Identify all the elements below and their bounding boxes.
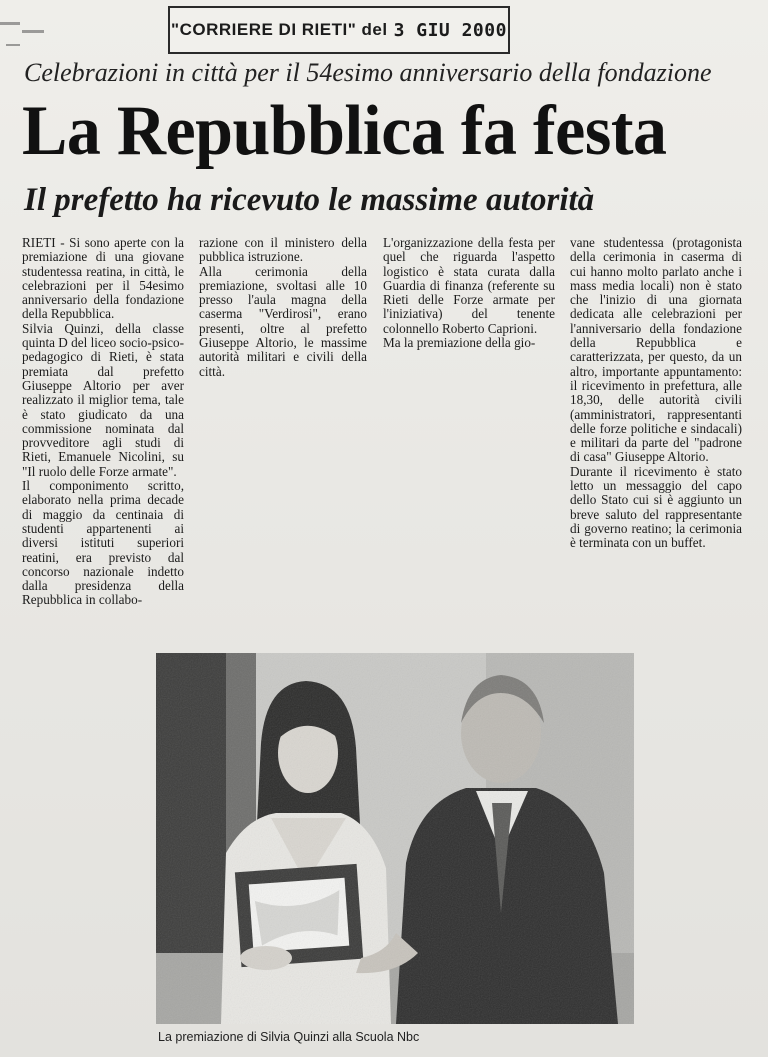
article-kicker: Celebrazioni in città per il 54esimo anniversario della fondazione [24,58,712,87]
paragraph: vane studentessa (protagonista della cerimonia in caserma di cui hanno molto parlato anche i mass media locali) non è stato che l'inizio di una giornata dedicata alle celebrazioni per l'anniversario della fondazione della Repubblica e caratterizzata, per questo, da un altro, importante appuntamento: il ricevimento in prefettura, alle 18,30, delle autorità civili (amministratori, rappresentanti delle forze politiche e sindacali) e militari da parte del "padrone di casa" Giuseppe Altorio. [570,235,742,465]
scan-smudge [0,22,20,25]
paragraph: Alla cerimonia della premiazione, svoltasi alle 10 presso l'aula magna della caserma "Verdirosi", erano presenti, oltre al prefetto Giuseppe Altorio, le massime autorità militari e civili della città. [199,263,367,379]
article-column-1 [22,236,184,608]
paragraph: RIETI - Si sono aperte con la premiazione di una giovane studentessa reatina, in città, le celebrazioni per il 54esimo anniversario della fondazione della Repubblica. [22,235,184,322]
article-column-3 [383,236,555,350]
photo-illustration [156,653,634,1024]
article-column-4 [570,236,742,551]
article-headline: La Repubblica fa festa [22,90,667,170]
scan-smudge [22,30,44,33]
paragraph: Il componimento scritto, elaborato nella prima decade di maggio da centinaia di studenti appartenenti ai diversi istituti superiori reatini, era previsto dal concorso nazionale indetto dalla presidenza della Repubblica in collabo- [22,478,184,608]
paragraph: Durante il ricevimento è stato letto un messaggio del capo dello Stato cui si è aggiunto un breve saluto del rappresentante di governo reatino; la cerimonia è terminata con un buffet. [570,463,742,551]
scan-smudge [6,44,20,46]
article-subheadline: Il prefetto ha ricevuto le massime autorità [24,182,595,218]
stamp-date: 3 GIU 2000 [393,19,507,41]
paragraph: razione con il ministero della pubblica istruzione. [199,235,367,265]
article-photo [156,653,634,1024]
stamp-newspaper-name: "CORRIERE DI RIETI" del [171,20,388,39]
article-column-2 [199,236,367,379]
paragraph: Ma la premiazione della gio- [383,335,536,351]
photo-caption: La premiazione di Silvia Quinzi alla Scuola Nbc [158,1030,420,1044]
source-stamp [168,6,510,54]
paragraph: L'organizzazione della festa per quel che riguarda l'aspetto logistico è stata curata dalla Guardia di finanza (referente su Rieti delle Forze armate per l'iniziativa) del tenente colonnello Roberto Caprioni. [383,235,555,336]
paragraph: Silvia Quinzi, della classe quinta D del liceo socio-psico-pedagogico di Rieti, è stata premiata dal prefetto Giuseppe Altorio per aver realizzato il miglior tema, tale è stato giudicato da una commissione nominata dal provveditore agli studi di Rieti, Emanuele Nicolini, su "Il ruolo delle Forze armate". [22,320,184,479]
